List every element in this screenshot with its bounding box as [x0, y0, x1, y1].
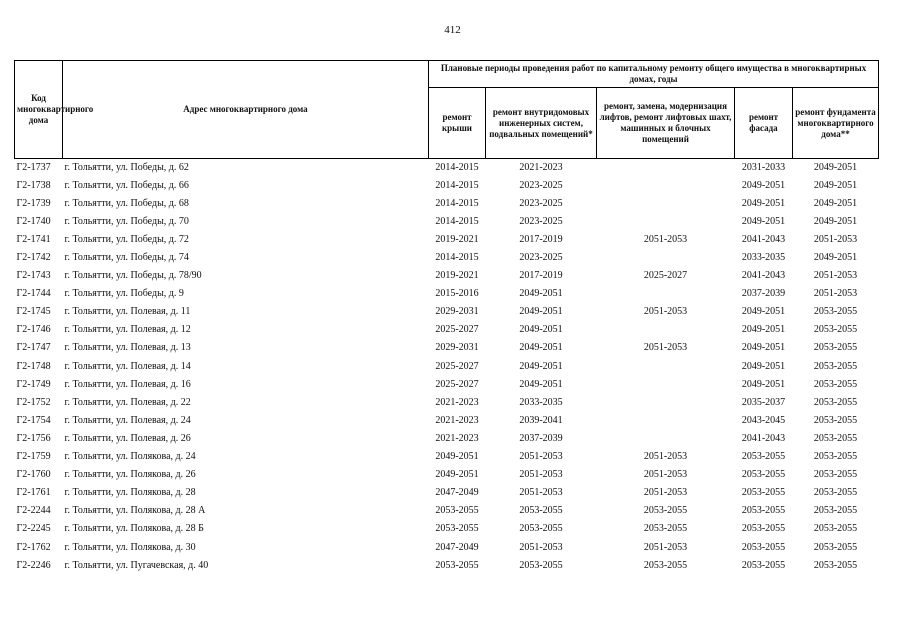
cell-facade: 2049-2051 [741, 360, 786, 372]
cell-code: Г2-1744 [16, 288, 51, 300]
cell-facade: 2053-2055 [741, 505, 786, 517]
cell-roof: 2047-2049 [435, 541, 479, 553]
cell-code: Г2-1761 [16, 487, 51, 499]
cell-foundation: 2053-2055 [813, 396, 858, 408]
cell-systems: 2053-2055 [519, 505, 563, 517]
cell-roof: 2025-2027 [435, 360, 479, 372]
cell-roof: 2021-2023 [435, 432, 479, 444]
cell-roof: 2014-2015 [435, 161, 479, 173]
header-roof: ремонт крыши [429, 88, 486, 159]
cell-foundation: 2053-2055 [813, 523, 858, 535]
table-row [15, 520, 879, 538]
cell-address: г. Тольятти, ул. Победы, д. 68 [64, 197, 189, 209]
cell-roof: 2019-2021 [435, 233, 479, 245]
cell-foundation: 2053-2055 [813, 360, 858, 372]
cell-foundation: 2049-2051 [813, 252, 858, 264]
cell-lifts [597, 195, 735, 213]
cell-roof: 2049-2051 [435, 451, 479, 463]
cell-address: г. Тольятти, ул. Победы, д. 72 [64, 233, 189, 245]
cell-lifts [597, 159, 735, 177]
cell-lifts [597, 412, 735, 430]
table-row [15, 358, 879, 376]
cell-address: г. Тольятти, ул. Полякова, д. 30 [64, 541, 196, 553]
header-periods-group: Плановые периоды проведения работ по капитальному ремонту общего имущества в многоквартирных домах, годы [429, 61, 879, 88]
cell-address: г. Тольятти, ул. Победы, д. 74 [64, 252, 189, 264]
cell-systems: 2021-2023 [519, 161, 563, 173]
cell-address: г. Тольятти, ул. Полякова, д. 24 [64, 451, 196, 463]
cell-foundation: 2049-2051 [813, 215, 858, 227]
cell-roof: 2014-2015 [435, 197, 479, 209]
cell-lifts: 2053-2055 [643, 523, 688, 535]
cell-facade: 2049-2051 [741, 378, 786, 390]
cell-code: Г2-1752 [16, 396, 51, 408]
header-address: Адрес многоквартирного дома [63, 61, 429, 159]
cell-systems: 2023-2025 [519, 215, 563, 227]
cell-systems: 2037-2039 [519, 432, 563, 444]
cell-systems: 2049-2051 [519, 342, 563, 354]
cell-facade: 2049-2051 [741, 324, 786, 336]
cell-roof: 2015-2016 [435, 288, 479, 300]
cell-facade: 2049-2051 [741, 197, 786, 209]
cell-code: Г2-1749 [16, 378, 51, 390]
cell-roof: 2029-2031 [435, 306, 479, 318]
cell-facade: 2037-2039 [741, 288, 786, 300]
cell-lifts [597, 177, 735, 195]
cell-roof: 2053-2055 [435, 523, 479, 535]
table-row [15, 177, 879, 195]
table-row [15, 448, 879, 466]
cell-systems: 2023-2025 [519, 197, 563, 209]
cell-roof: 2029-2031 [435, 342, 479, 354]
cell-facade: 2033-2035 [741, 252, 786, 264]
cell-lifts: 2051-2053 [643, 487, 688, 499]
table-row [15, 557, 879, 575]
cell-facade: 2049-2051 [741, 215, 786, 227]
cell-lifts: 2053-2055 [643, 505, 688, 517]
cell-code: Г2-1747 [16, 342, 51, 354]
cell-facade: 2053-2055 [741, 541, 786, 553]
cell-foundation: 2051-2053 [813, 288, 858, 300]
cell-address: г. Тольятти, ул. Полякова, д. 28 Б [64, 523, 204, 535]
cell-facade: 2041-2043 [741, 233, 786, 245]
cell-lifts: 2051-2053 [643, 306, 688, 318]
cell-lifts: 2051-2053 [643, 451, 688, 463]
cell-facade: 2053-2055 [741, 487, 786, 499]
cell-foundation: 2053-2055 [813, 487, 858, 499]
table-row [15, 412, 879, 430]
cell-address: г. Тольятти, ул. Полевая, д. 16 [64, 378, 191, 390]
cell-foundation: 2053-2055 [813, 378, 858, 390]
table-row [15, 339, 879, 357]
cell-address: г. Тольятти, ул. Полякова, д. 28 [64, 487, 196, 499]
cell-roof: 2021-2023 [435, 396, 479, 408]
cell-roof: 2019-2021 [435, 270, 479, 282]
cell-foundation: 2053-2055 [813, 541, 858, 553]
cell-roof: 2014-2015 [435, 179, 479, 191]
table-row [15, 430, 879, 448]
table-row [15, 195, 879, 213]
cell-systems: 2023-2025 [519, 252, 563, 264]
table-row [15, 538, 879, 556]
cell-facade: 2031-2033 [741, 161, 786, 173]
header-systems: ремонт внутридомовых инженерных систем, подвальных помещений* [486, 88, 597, 159]
cell-code: Г2-1760 [16, 469, 51, 481]
cell-foundation: 2053-2055 [813, 414, 858, 426]
cell-foundation: 2053-2055 [813, 505, 858, 517]
cell-facade: 2049-2051 [741, 306, 786, 318]
cell-code: Г2-1756 [16, 432, 51, 444]
table-row [15, 466, 879, 484]
cell-address: г. Тольятти, ул. Победы, д. 9 [64, 288, 184, 300]
cell-foundation: 2053-2055 [813, 342, 858, 354]
cell-lifts [597, 249, 735, 267]
table-row [15, 376, 879, 394]
cell-systems: 2053-2055 [519, 559, 563, 571]
cell-lifts: 2051-2053 [643, 469, 688, 481]
table-body [15, 159, 879, 575]
table-row [15, 213, 879, 231]
cell-code: Г2-2244 [16, 505, 51, 517]
header-code: Код многоквартирного дома [15, 61, 63, 159]
cell-code: Г2-1759 [16, 451, 51, 463]
cell-systems: 2049-2051 [519, 360, 563, 372]
table-row [15, 267, 879, 285]
table-row [15, 249, 879, 267]
cell-lifts [597, 285, 735, 303]
table-row [15, 159, 879, 177]
cell-systems: 2039-2041 [519, 414, 563, 426]
cell-roof: 2021-2023 [435, 414, 479, 426]
table-row [15, 285, 879, 303]
cell-facade: 2053-2055 [741, 523, 786, 535]
cell-lifts: 2051-2053 [643, 342, 688, 354]
cell-address: г. Тольятти, ул. Победы, д. 62 [64, 161, 189, 173]
cell-code: Г2-1737 [16, 161, 51, 173]
cell-code: Г2-1740 [16, 215, 51, 227]
cell-code: Г2-1739 [16, 197, 51, 209]
cell-foundation: 2053-2055 [813, 306, 858, 318]
cell-lifts [597, 213, 735, 231]
cell-systems: 2051-2053 [519, 469, 563, 481]
table-row [15, 231, 879, 249]
header-lifts: ремонт, замена, модернизация лифтов, ремонт лифтовых шахт, машинных и блочных помещений [597, 88, 735, 159]
cell-foundation: 2053-2055 [813, 559, 858, 571]
cell-address: г. Тольятти, ул. Полевая, д. 13 [64, 342, 191, 354]
cell-facade: 2043-2045 [741, 414, 786, 426]
cell-address: г. Тольятти, ул. Полякова, д. 26 [64, 469, 196, 481]
cell-foundation: 2051-2053 [813, 233, 858, 245]
cell-lifts: 2053-2055 [643, 559, 688, 571]
cell-address: г. Тольятти, ул. Полевая, д. 24 [64, 414, 191, 426]
cell-roof: 2014-2015 [435, 215, 479, 227]
cell-lifts: 2051-2053 [643, 541, 688, 553]
cell-code: Г2-1754 [16, 414, 51, 426]
table-row [15, 484, 879, 502]
cell-systems: 2051-2053 [519, 451, 563, 463]
cell-code: Г2-2246 [16, 559, 51, 571]
cell-lifts [597, 394, 735, 412]
cell-foundation: 2053-2055 [813, 324, 858, 336]
cell-address: г. Тольятти, ул. Полевая, д. 12 [64, 324, 191, 336]
cell-roof: 2047-2049 [435, 487, 479, 499]
cell-facade: 2041-2043 [741, 270, 786, 282]
cell-roof: 2053-2055 [435, 505, 479, 517]
cell-systems: 2017-2019 [519, 233, 563, 245]
cell-foundation: 2049-2051 [813, 161, 858, 173]
cell-code: Г2-1762 [16, 541, 51, 553]
cell-facade: 2035-2037 [741, 396, 786, 408]
cell-roof: 2025-2027 [435, 378, 479, 390]
cell-systems: 2051-2053 [519, 541, 563, 553]
cell-address: г. Тольятти, ул. Победы, д. 78/90 [64, 270, 202, 282]
table-row [15, 321, 879, 339]
cell-facade: 2049-2051 [741, 179, 786, 191]
cell-lifts: 2025-2027 [643, 270, 688, 282]
cell-facade: 2053-2055 [741, 559, 786, 571]
cell-address: г. Тольятти, ул. Пугачевская, д. 40 [64, 559, 209, 571]
cell-systems: 2053-2055 [519, 523, 563, 535]
cell-address: г. Тольятти, ул. Победы, д. 66 [64, 179, 189, 191]
cell-lifts: 2051-2053 [643, 233, 688, 245]
cell-systems: 2049-2051 [519, 378, 563, 390]
cell-systems: 2023-2025 [519, 179, 563, 191]
cell-lifts [597, 321, 735, 339]
cell-code: Г2-1741 [16, 233, 51, 245]
cell-foundation: 2051-2053 [813, 270, 858, 282]
capital-repair-schedule-table [14, 60, 879, 575]
cell-code: Г2-1742 [16, 252, 51, 264]
cell-systems: 2049-2051 [519, 306, 563, 318]
cell-systems: 2017-2019 [519, 270, 563, 282]
cell-foundation: 2053-2055 [813, 451, 858, 463]
cell-foundation: 2053-2055 [813, 469, 858, 481]
header-facade: ремонт фасада [735, 88, 793, 159]
header-foundation: ремонт фундамента многоквартирного дома** [793, 88, 879, 159]
cell-address: г. Тольятти, ул. Полевая, д. 22 [64, 396, 191, 408]
cell-foundation: 2049-2051 [813, 197, 858, 209]
cell-systems: 2051-2053 [519, 487, 563, 499]
page-number: 412 [444, 24, 461, 36]
cell-roof: 2049-2051 [435, 469, 479, 481]
cell-systems: 2033-2035 [519, 396, 563, 408]
cell-roof: 2014-2015 [435, 252, 479, 264]
cell-lifts [597, 358, 735, 376]
cell-address: г. Тольятти, ул. Победы, д. 70 [64, 215, 189, 227]
cell-lifts [597, 430, 735, 448]
cell-systems: 2049-2051 [519, 288, 563, 300]
cell-code: Г2-1743 [16, 270, 51, 282]
cell-foundation: 2053-2055 [813, 432, 858, 444]
cell-roof: 2053-2055 [435, 559, 479, 571]
cell-roof: 2025-2027 [435, 324, 479, 336]
cell-code: Г2-1748 [16, 360, 51, 372]
cell-foundation: 2049-2051 [813, 179, 858, 191]
cell-code: Г2-1738 [16, 179, 51, 191]
cell-address: г. Тольятти, ул. Полевая, д. 14 [64, 360, 191, 372]
cell-code: Г2-2245 [16, 523, 51, 535]
cell-systems: 2049-2051 [519, 324, 563, 336]
cell-lifts [597, 376, 735, 394]
cell-facade: 2041-2043 [741, 432, 786, 444]
cell-code: Г2-1746 [16, 324, 51, 336]
cell-address: г. Тольятти, ул. Полевая, д. 26 [64, 432, 191, 444]
table-row [15, 502, 879, 520]
cell-facade: 2053-2055 [741, 451, 786, 463]
table-row [15, 303, 879, 321]
cell-address: г. Тольятти, ул. Полевая, д. 11 [64, 306, 191, 318]
table-header [15, 61, 879, 159]
cell-address: г. Тольятти, ул. Полякова, д. 28 А [64, 505, 206, 517]
cell-code: Г2-1745 [16, 306, 51, 318]
cell-facade: 2049-2051 [741, 342, 786, 354]
table-row [15, 394, 879, 412]
cell-facade: 2053-2055 [741, 469, 786, 481]
